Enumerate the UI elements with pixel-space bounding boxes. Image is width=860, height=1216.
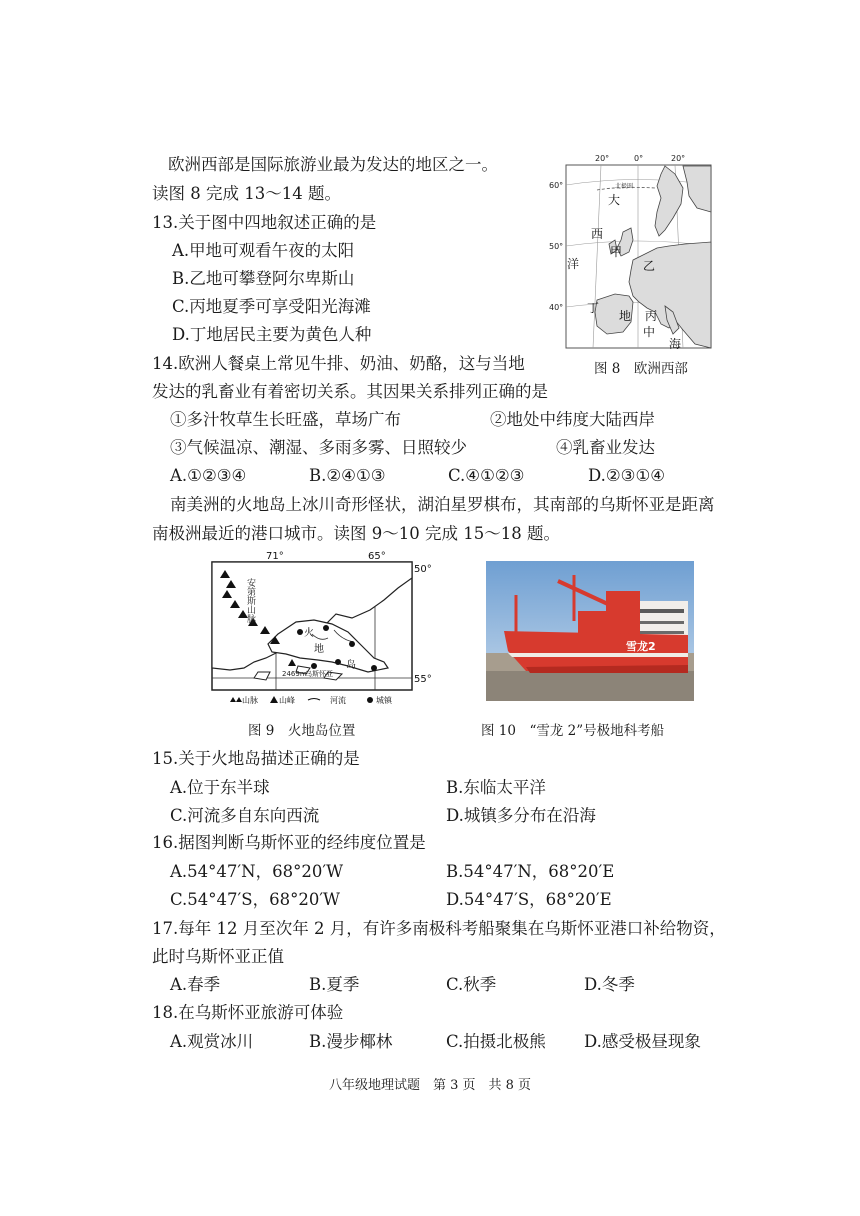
- question-13-stem: 13.关于图中四地叙述正确的是: [152, 213, 377, 232]
- island-label: 岛: [346, 660, 356, 671]
- q18-option-d: D.感受极昼现象: [584, 1032, 701, 1051]
- page-footer: 八年级地理试题 第 3 页 共 8 页: [328, 1078, 532, 1093]
- question-14-stem: 14.欧洲人餐桌上常见牛排、奶油、奶酪，这与当地: [152, 354, 525, 373]
- lon-label: 71°: [266, 551, 284, 562]
- q18-option-b: B.漫步椰林: [309, 1032, 393, 1051]
- q17-option-a: A.春季: [170, 975, 221, 994]
- q15-option-a: A.位于东半球: [170, 778, 270, 797]
- ushuaia-label: 乌斯怀亚: [305, 670, 333, 678]
- intro-text: 欧洲西部是国际旅游业最为发达的地区之一。: [168, 155, 498, 174]
- legend-peak: 山峰: [279, 696, 295, 705]
- andes-label: 安第斯山脉: [245, 578, 255, 623]
- europe-map: [545, 152, 715, 352]
- lon-label: 20°: [671, 154, 686, 163]
- q15-option-b: B.东临太平洋: [446, 778, 546, 797]
- q14-option-b: B.②④①③: [309, 466, 386, 485]
- legend-river: 河流: [330, 696, 346, 705]
- q14-option-d: D.②③①④: [588, 466, 666, 485]
- lon-label: 65°: [368, 551, 386, 562]
- figure-9-caption: 图 9 火地岛位置: [248, 723, 356, 739]
- q13-option-b: B.乙地可攀登阿尔卑斯山: [172, 269, 355, 288]
- q17-option-b: B.夏季: [309, 975, 360, 994]
- xuelong-2-photo: [486, 561, 694, 701]
- q13-option-d: D.丁地居民主要为黄色人种: [172, 325, 372, 344]
- ship-name-label: 雪龙2: [626, 640, 656, 653]
- question-18-stem: 18.在乌斯怀亚旅游可体验: [152, 1003, 344, 1022]
- map-label-yi: 乙: [643, 259, 656, 273]
- lat-label: 50°: [549, 242, 564, 251]
- intro-text: 南极洲最近的港口城市。读图 9～10 完成 15～18 题。: [152, 524, 560, 543]
- map-label: 地: [619, 309, 632, 323]
- q16-option-a: A.54°47′N，68°20′W: [170, 862, 344, 881]
- q14-item-4: ④乳畜业发达: [556, 438, 655, 457]
- question-15-stem: 15.关于火地岛描述正确的是: [152, 749, 360, 768]
- q16-option-b: B.54°47′N，68°20′E: [446, 862, 615, 881]
- ship-photo: [486, 561, 694, 701]
- lon-label: 0°: [634, 154, 644, 163]
- europe-map-figure: [545, 152, 715, 352]
- question-17-stem: 17.每年 12 月至次年 2 月，有许多南极科考船聚集在乌斯怀亚港口补给物资，: [152, 919, 726, 938]
- map-legend: [230, 695, 393, 705]
- question-16-stem: 16.据图判断乌斯怀亚的经纬度位置是: [152, 833, 426, 852]
- legend-mountain-range: 山脉: [242, 696, 258, 705]
- map-label-jia: 甲: [610, 245, 623, 259]
- map-label: 海: [669, 337, 682, 351]
- q16-option-c: C.54°47′S，68°20′W: [170, 890, 341, 909]
- figure-10-caption: 图 10 “雪龙 2”号极地科考船: [481, 723, 665, 739]
- intro-text: 南美洲的火地岛上冰川奇形怪状，湖泊星罗棋布，其南部的乌斯怀亚是距离: [170, 495, 715, 514]
- q14-item-3: ③气候温凉、潮湿、多雨多雾、日照较少: [170, 438, 467, 457]
- q13-option-a: A.甲地可观看午夜的太阳: [172, 241, 355, 260]
- q16-option-d: D.54°47′S，68°20′E: [446, 890, 612, 909]
- lat-label: 60°: [549, 181, 564, 190]
- q17-option-d: D.冬季: [584, 975, 635, 994]
- intro-text: 读图 8 完成 13～14 题。: [152, 184, 341, 203]
- q14-item-2: ②地处中纬度大陆西岸: [490, 410, 655, 429]
- lat-label: 50°: [414, 564, 432, 575]
- q15-option-d: D.城镇多分布在沿海: [446, 806, 596, 825]
- q17-option-c: C.秋季: [446, 975, 497, 994]
- q18-option-c: C.拍摄北极熊: [446, 1032, 546, 1051]
- island-label: 火: [304, 628, 314, 639]
- q14-option-a: A.①②③④: [170, 466, 247, 485]
- map-label: 洋: [567, 257, 580, 271]
- map-label: 中: [643, 325, 656, 339]
- q14-option-c: C.④①②③: [448, 466, 525, 485]
- arctic-circle-label: 北极圈: [615, 183, 634, 190]
- peak-label: 2469m: [282, 670, 307, 678]
- tierra-del-fuego-map-figure: [208, 548, 438, 710]
- map-label-ding: 丁: [587, 301, 600, 315]
- map-label: 西: [591, 227, 604, 241]
- lat-label: 40°: [549, 303, 564, 312]
- map-label: 大: [608, 193, 621, 207]
- q13-option-c: C.丙地夏季可享受阳光海滩: [172, 297, 371, 316]
- legend-town: 城镇: [376, 696, 392, 705]
- q14-item-1: ①多汁牧草生长旺盛，草场广布: [170, 410, 401, 429]
- figure-8-caption: 图 8 欧洲西部: [594, 361, 688, 377]
- question-17-stem: 此时乌斯怀亚正值: [152, 947, 284, 966]
- q18-option-a: A.观赏冰川: [170, 1032, 254, 1051]
- tierra-del-fuego-map: [208, 548, 438, 710]
- lon-label: 20°: [595, 154, 610, 163]
- q15-option-c: C.河流多自东向西流: [170, 806, 320, 825]
- map-label-bing: 丙: [645, 309, 658, 323]
- lat-label: 55°: [414, 674, 432, 685]
- island-label: 地: [314, 644, 324, 655]
- question-14-stem: 发达的乳畜业有着密切关系。其因果关系排列正确的是: [152, 382, 548, 401]
